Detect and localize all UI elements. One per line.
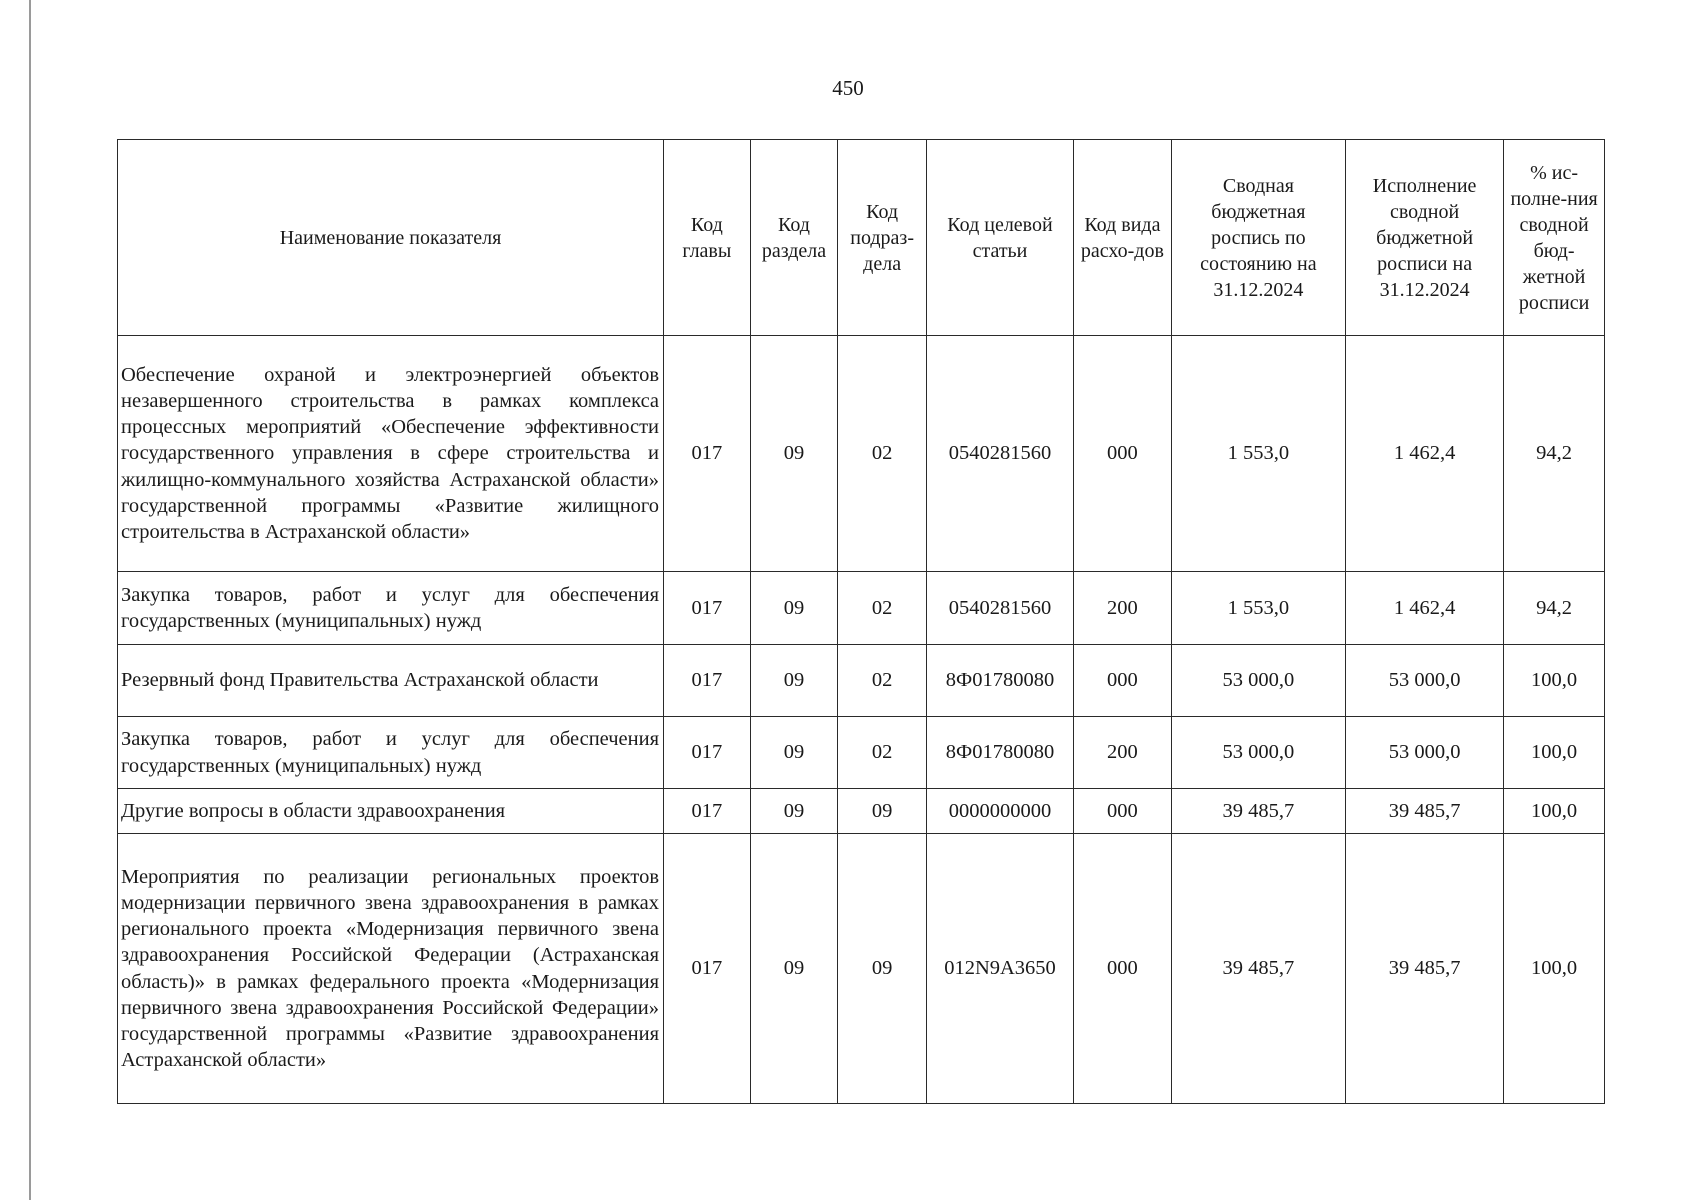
row-vid: 200 bbox=[1074, 717, 1172, 789]
row-podrazdel: 02 bbox=[838, 336, 927, 572]
row-name: Мероприятия по реализации региональных проектов модернизации первичного звена здравоохранения в рамках регионального проекта «Модернизация первичного звена здравоохранения Российской Федерации (Астраханская область)» в рамках федерального проекта «Модернизация первичного звена здравоохранения Российской Федерации» государственной программы «Развитие здравоохранения Астраханской области» bbox=[118, 834, 664, 1104]
table-header-row bbox=[118, 140, 1605, 336]
row-podrazdel: 09 bbox=[838, 789, 927, 834]
row-rospis: 1 553,0 bbox=[1171, 572, 1345, 645]
row-razdel: 09 bbox=[750, 834, 838, 1104]
table-row bbox=[118, 789, 1605, 834]
scan-margin-line bbox=[29, 0, 31, 1200]
row-razdel: 09 bbox=[750, 645, 838, 717]
row-name: Резервный фонд Правительства Астраханской области bbox=[118, 645, 664, 717]
row-podrazdel: 02 bbox=[838, 572, 927, 645]
row-razdel: 09 bbox=[750, 717, 838, 789]
row-glava: 017 bbox=[664, 717, 751, 789]
table-row bbox=[118, 336, 1605, 572]
row-ispolnenie: 1 462,4 bbox=[1346, 336, 1504, 572]
row-rospis: 53 000,0 bbox=[1171, 717, 1345, 789]
row-podrazdel: 02 bbox=[838, 645, 927, 717]
header-podrazdel: Код подраз-дела bbox=[838, 140, 927, 336]
row-vid: 000 bbox=[1074, 834, 1172, 1104]
row-podrazdel: 02 bbox=[838, 717, 927, 789]
row-glava: 017 bbox=[664, 572, 751, 645]
table-row bbox=[118, 834, 1605, 1104]
table-row bbox=[118, 645, 1605, 717]
row-celevaya: 8Ф01780080 bbox=[926, 645, 1073, 717]
row-percent: 100,0 bbox=[1504, 834, 1605, 1104]
row-podrazdel: 09 bbox=[838, 834, 927, 1104]
table-row bbox=[118, 717, 1605, 789]
row-percent: 94,2 bbox=[1504, 572, 1605, 645]
row-rospis: 39 485,7 bbox=[1171, 834, 1345, 1104]
header-vid: Код вида расхо-дов bbox=[1074, 140, 1172, 336]
header-ispolnenie: Исполнение сводной бюджетной росписи на 31.12.2024 bbox=[1346, 140, 1504, 336]
row-percent: 94,2 bbox=[1504, 336, 1605, 572]
header-celevaya: Код целевой статьи bbox=[926, 140, 1073, 336]
row-ispolnenie: 39 485,7 bbox=[1346, 834, 1504, 1104]
row-vid: 200 bbox=[1074, 572, 1172, 645]
row-percent: 100,0 bbox=[1504, 717, 1605, 789]
row-glava: 017 bbox=[664, 645, 751, 717]
row-ispolnenie: 1 462,4 bbox=[1346, 572, 1504, 645]
row-name: Другие вопросы в области здравоохранения bbox=[118, 789, 664, 834]
row-glava: 017 bbox=[664, 336, 751, 572]
row-percent: 100,0 bbox=[1504, 645, 1605, 717]
row-celevaya: 0540281560 bbox=[926, 572, 1073, 645]
row-celevaya: 012N9A3650 bbox=[926, 834, 1073, 1104]
row-vid: 000 bbox=[1074, 336, 1172, 572]
header-glava: Код главы bbox=[664, 140, 751, 336]
header-percent: % ис-полне-ния сводной бюд-жетной росписи bbox=[1504, 140, 1605, 336]
row-rospis: 1 553,0 bbox=[1171, 336, 1345, 572]
row-celevaya: 8Ф01780080 bbox=[926, 717, 1073, 789]
header-rospis: Сводная бюджетная роспись по состоянию на 31.12.2024 bbox=[1171, 140, 1345, 336]
row-ispolnenie: 39 485,7 bbox=[1346, 789, 1504, 834]
header-name: Наименование показателя bbox=[118, 140, 664, 336]
row-vid: 000 bbox=[1074, 645, 1172, 717]
row-celevaya: 0000000000 bbox=[926, 789, 1073, 834]
row-percent: 100,0 bbox=[1504, 789, 1605, 834]
page-number: 450 bbox=[832, 76, 864, 100]
row-name: Закупка товаров, работ и услуг для обеспечения государственных (муниципальных) нужд bbox=[118, 572, 664, 645]
budget-execution-table bbox=[117, 139, 1605, 1104]
table-row bbox=[118, 572, 1605, 645]
row-ispolnenie: 53 000,0 bbox=[1346, 645, 1504, 717]
row-rospis: 39 485,7 bbox=[1171, 789, 1345, 834]
row-razdel: 09 bbox=[750, 789, 838, 834]
row-ispolnenie: 53 000,0 bbox=[1346, 717, 1504, 789]
row-name: Закупка товаров, работ и услуг для обеспечения государственных (муниципальных) нужд bbox=[118, 717, 664, 789]
header-razdel: Код раздела bbox=[750, 140, 838, 336]
row-rospis: 53 000,0 bbox=[1171, 645, 1345, 717]
row-razdel: 09 bbox=[750, 572, 838, 645]
row-name: Обеспечение охраной и электроэнергией объектов незавершенного строительства в рамках комплекса процессных мероприятий «Обеспечение эффективности государственного управления в сфере строительства и жилищно-коммунального хозяйства Астраханской области» государственной программы «Развитие жилищного строительства в Астраханской области» bbox=[118, 336, 664, 572]
row-vid: 000 bbox=[1074, 789, 1172, 834]
row-razdel: 09 bbox=[750, 336, 838, 572]
row-celevaya: 0540281560 bbox=[926, 336, 1073, 572]
row-glava: 017 bbox=[664, 789, 751, 834]
row-glava: 017 bbox=[664, 834, 751, 1104]
